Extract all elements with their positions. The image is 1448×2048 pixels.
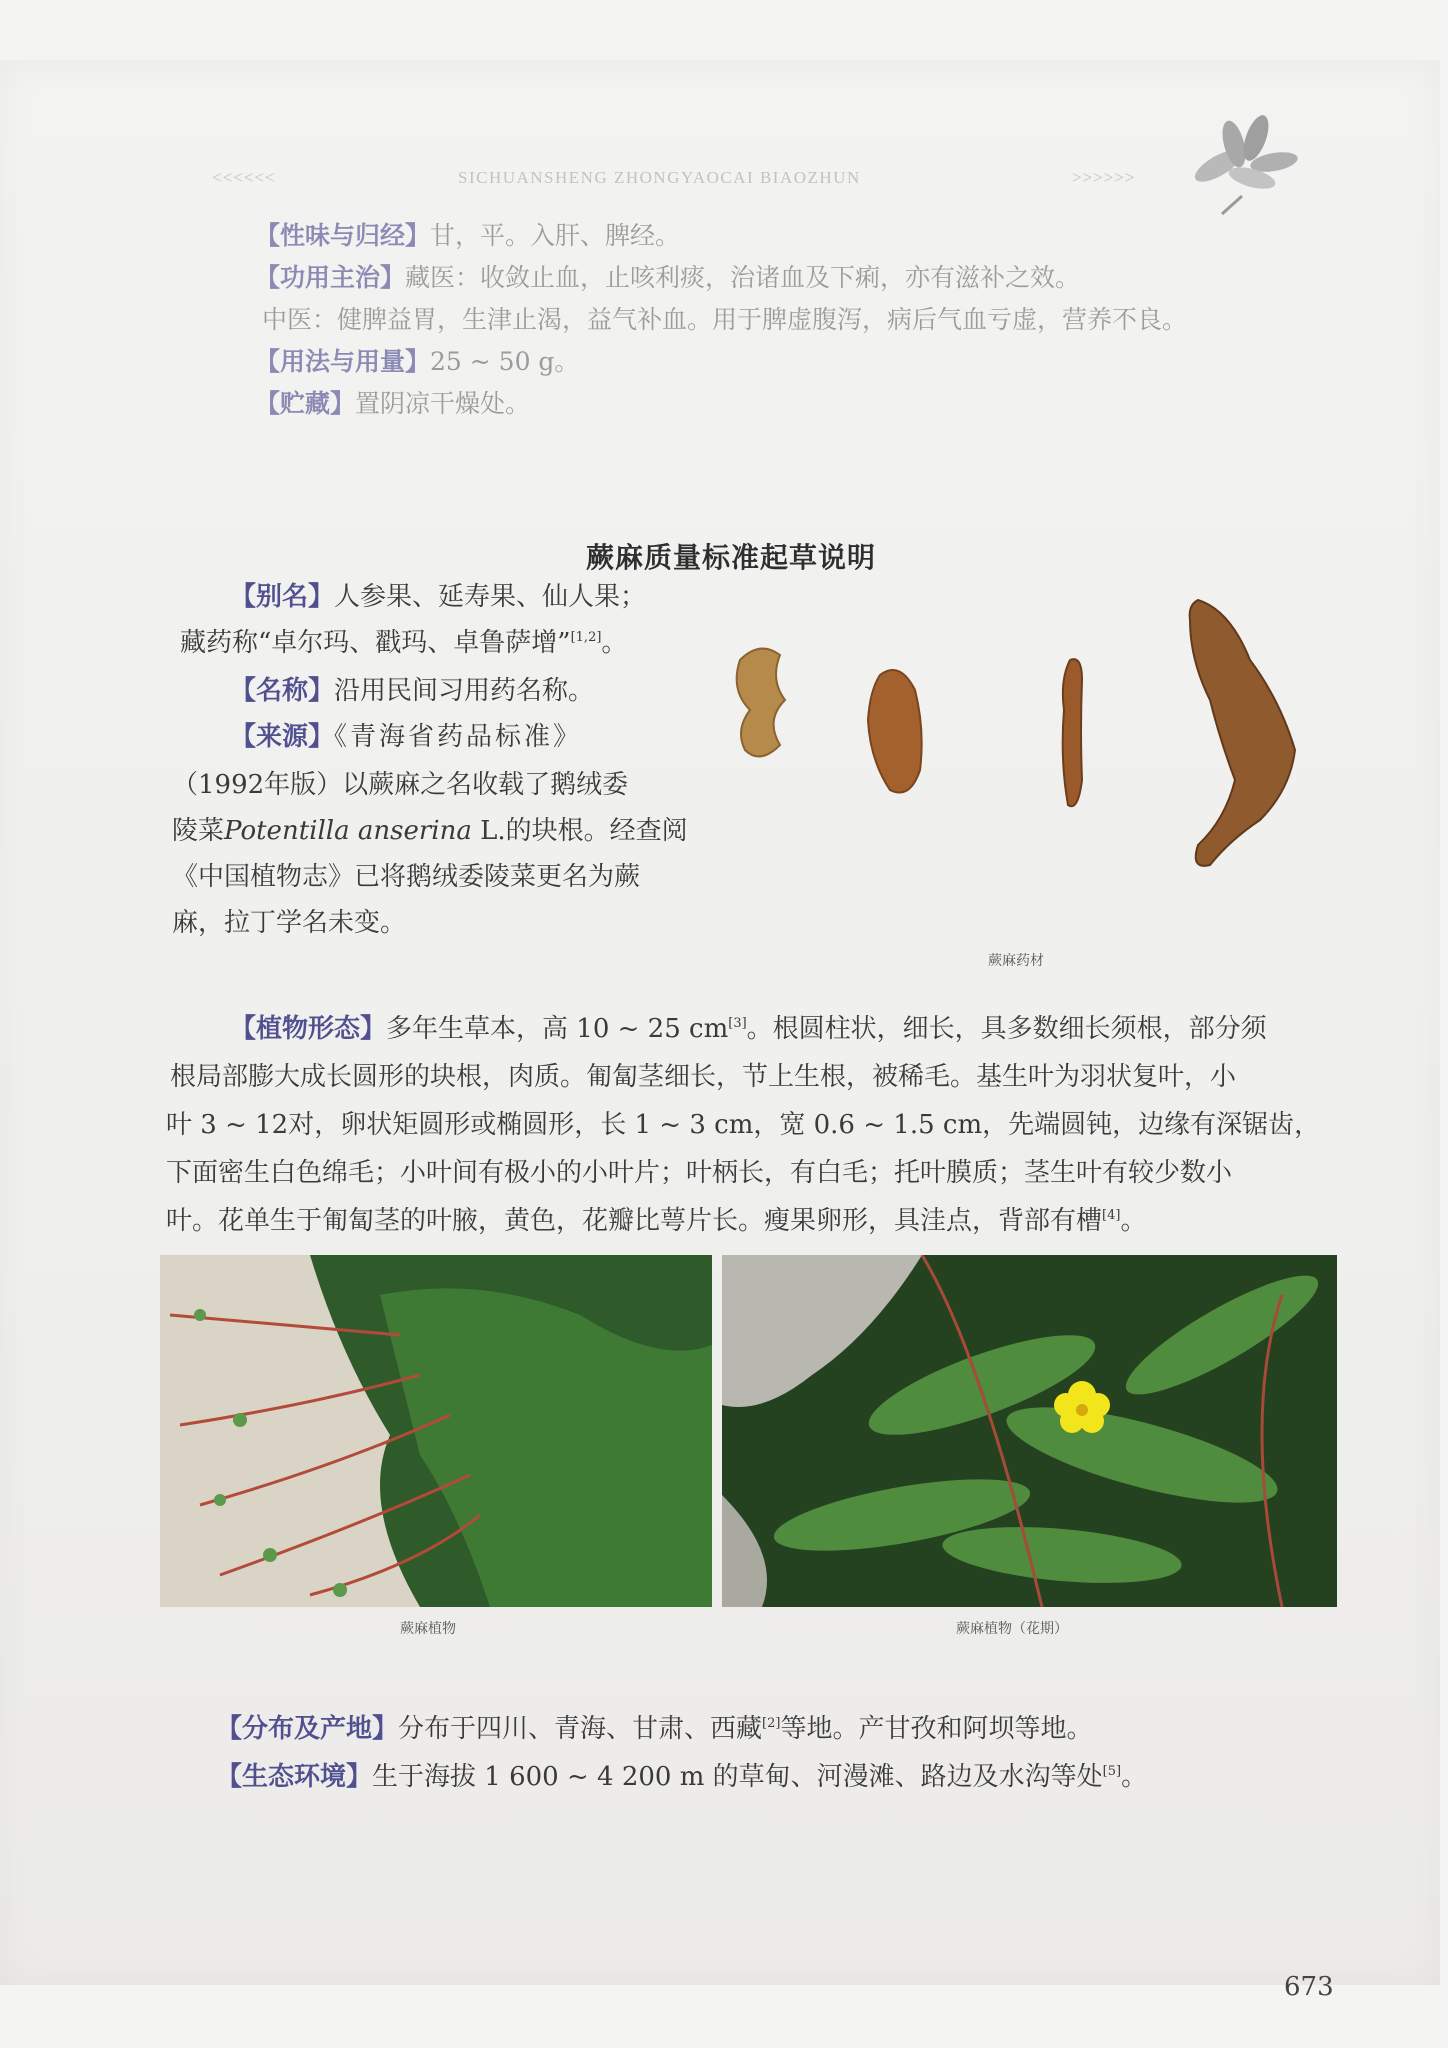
morphology-tag: 【植物形态】 <box>230 1014 387 1044</box>
source-line-2 <box>172 764 628 801</box>
morphology-line-4 <box>166 1152 1232 1189</box>
ecology-tag: 【生态环境】 <box>216 1762 373 1792</box>
morphology-end: 。 <box>1120 1206 1147 1236</box>
alias-line-2 <box>180 622 627 659</box>
source-text-3b: L.的块根。经查阅 <box>471 816 688 846</box>
storage-tag: 【贮藏】 <box>255 389 356 418</box>
morphology-text-1: 多年生草本，高 10 ~ 25 cm <box>386 1014 729 1044</box>
page-number: 673 <box>1284 1972 1334 2002</box>
header-left-marks: <<<<<< <box>212 168 276 187</box>
source-text-2: （1992年版）以蕨麻之名收载了鹅绒委 <box>172 770 629 800</box>
morphology-ref-1: [3] <box>728 1016 747 1031</box>
flowering-caption: 蕨麻植物（花期） <box>956 1621 1068 1637</box>
function-tag: 【功用主治】 <box>255 263 406 292</box>
source-line-3 <box>172 810 688 847</box>
property-line <box>255 216 680 252</box>
distribution-text-post: 等地。产甘孜和阿坝等地。 <box>780 1714 1093 1744</box>
source-line-1 <box>230 716 582 753</box>
distribution-line <box>216 1708 1092 1745</box>
book-page <box>0 60 1440 2002</box>
header-title: SICHUANSHENG ZHONGYAOCAI BIAOZHUN <box>458 168 861 187</box>
morphology-text-2: 根局部膨大成长圆形的块根，肉质。匍匐茎细长，节上生根，被稀毛。基生叶为羽状复叶，小 <box>170 1062 1237 1092</box>
header-right-marks: >>>>>> <box>1072 168 1136 187</box>
function-line <box>255 258 1080 294</box>
ecology-ref: [5] <box>1102 1764 1122 1779</box>
section-title: 蕨麻质量标准起草说明 <box>586 541 877 574</box>
dosage-tag: 【用法与用量】 <box>255 347 431 376</box>
tcm-line <box>262 300 1187 336</box>
herb-caption: 蕨麻药材 <box>988 953 1044 969</box>
storage-line <box>255 384 530 420</box>
ecology-text: 生于海拔 1 600 ~ 4 200 m 的草甸、河漫滩、路边及水沟等处 <box>372 1762 1103 1792</box>
source-line-4 <box>172 856 640 893</box>
morphology-line-2 <box>170 1056 1236 1093</box>
source-tag: 【来源】 <box>230 722 335 752</box>
dosage-line <box>255 342 579 378</box>
name-text: 沿用民间习用药名称。 <box>334 676 595 706</box>
alias-text-2: 藏药称“卓尔玛、戳玛、卓鲁萨增” <box>180 628 571 658</box>
source-line-5 <box>172 902 406 939</box>
flowering-plant-photo <box>722 1255 1337 1607</box>
distribution-ref: [2] <box>762 1716 781 1731</box>
ecology-end: 。 <box>1121 1762 1148 1792</box>
dosage-text: 25 ~ 50 g。 <box>430 347 580 376</box>
morphology-text-5: 叶。花单生于匍匐茎的叶腋，黄色，花瓣比萼片长。瘦果卵形，具洼点，背部有槽 <box>166 1206 1103 1236</box>
alias-line-1 <box>230 576 646 613</box>
source-text-5: 麻，拉丁学名未变。 <box>172 908 407 938</box>
ecology-line <box>216 1756 1147 1793</box>
source-text-1: 《青海省药品标准》 <box>334 722 583 752</box>
tcm-text: 中医：健脾益胃，生津止渴，益气补血。用于脾虚腹泻，病后气血亏虚，营养不良。 <box>262 305 1188 334</box>
morphology-text-3: 叶 3 ~ 12对，卵状矩圆形或椭圆形，长 1 ~ 3 cm，宽 0.6 ~ 1.5 cm，先端圆钝，边缘有深锯齿， <box>166 1110 1321 1140</box>
alias-tag: 【别名】 <box>230 582 335 612</box>
morphology-ref-2: [4] <box>1102 1208 1121 1223</box>
morphology-line-1 <box>230 1008 1267 1045</box>
name-line <box>230 670 594 707</box>
distribution-tag: 【分布及产地】 <box>216 1714 399 1744</box>
distribution-text: 分布于四川、青海、甘肃、西藏 <box>398 1714 763 1744</box>
source-text-3a: 陵菜 <box>172 816 225 846</box>
source-text-4: 《中国植物志》已将鹅绒委陵菜更名为蕨 <box>172 862 641 892</box>
running-header <box>0 104 1440 224</box>
alias-ref: [1,2] <box>570 630 602 645</box>
morphology-line-3 <box>166 1104 1320 1141</box>
property-tag: 【性味与归经】 <box>255 221 431 250</box>
storage-text: 置阴凉干燥处。 <box>355 389 531 418</box>
function-text: 藏医：收敛止血，止咳利痰，治诸血及下痢，亦有滋补之效。 <box>405 263 1081 292</box>
name-tag: 【名称】 <box>230 676 335 706</box>
leaf-logo-icon <box>1182 104 1300 216</box>
property-text: 甘，平。入肝、脾经。 <box>430 221 681 250</box>
alias-text-1: 人参果、延寿果、仙人果； <box>334 582 647 612</box>
morphology-text-1b: 。根圆柱状，细长，具多数细长须根，部分须 <box>746 1014 1267 1044</box>
alias-end: 。 <box>601 628 628 658</box>
latin-name: Potentilla anserina <box>224 816 472 846</box>
plant-photo <box>160 1255 712 1607</box>
morphology-line-5 <box>166 1200 1146 1237</box>
morphology-text-4: 下面密生白色绵毛；小叶间有极小的小叶片；叶柄长，有白毛；托叶膜质；茎生叶有较少数小 <box>166 1158 1233 1188</box>
herb-specimen-image <box>720 580 1320 950</box>
plant-caption: 蕨麻植物 <box>400 1621 456 1637</box>
